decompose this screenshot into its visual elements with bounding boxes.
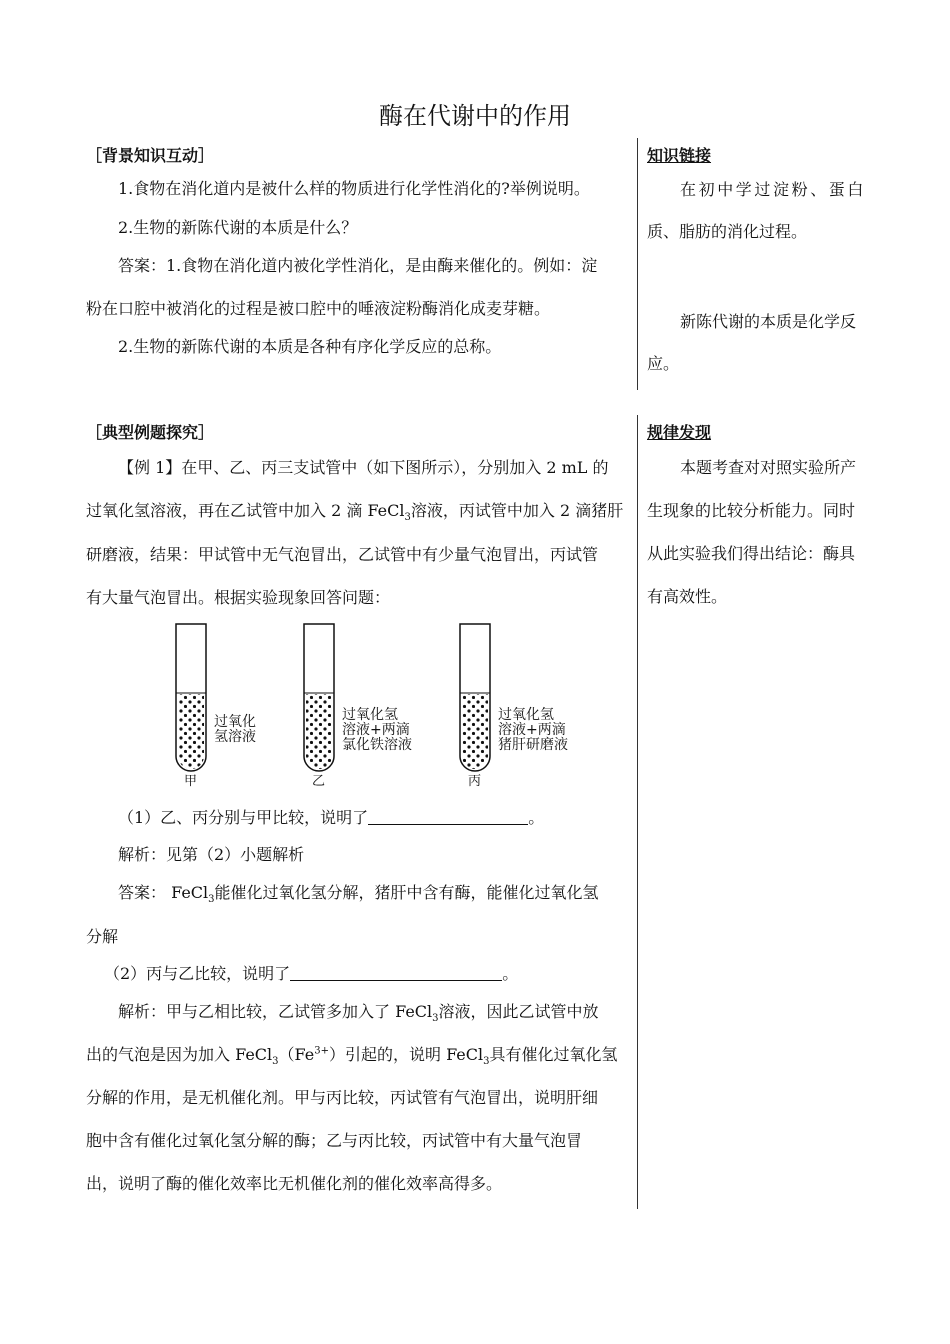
sub-1-analysis: 解析：见第（2）小题解析 <box>118 845 305 864</box>
sidebar-text: 质、脂肪的消化过程。 <box>647 222 808 241</box>
example-text: 过氧化氢溶液，再在乙试管中加入 2 滴 FeCl$_3$溶液，丙试管中加入 2 滴猪肝 <box>86 501 624 524</box>
analysis-text: 分解的作用，是无机催化剂。甲与丙比较，丙试管有气泡冒出，说明肝细 <box>86 1088 599 1107</box>
question-1: 1.食物在消化道内是被什么样的物质进行化学性消化的?举例说明。 <box>118 179 590 198</box>
column-divider-1 <box>637 138 638 390</box>
page-title: 酶在代谢中的作用 <box>379 102 571 130</box>
sidebar-text: 本题考查对对照实验所产 <box>680 458 857 477</box>
column-divider-2 <box>637 415 638 1209</box>
sub-question-1: （1）乙、丙分别与甲比较，说明了 。 <box>118 808 545 827</box>
sidebar-text: 新陈代谢的本质是化学反 <box>680 312 857 331</box>
test-tubes-figure <box>160 618 600 790</box>
sub-1-answer-cont: 分解 <box>86 927 119 946</box>
tube-bing-label: 过氧化氢 溶液+两滴 猪肝研磨液 <box>498 707 568 753</box>
analysis-text: 解析：甲与乙相比较，乙试管多加入了 FeCl$_3$溶液，因此乙试管中放 <box>118 1002 599 1025</box>
sidebar-heading-rule-discovery: 规律发现 <box>647 423 712 442</box>
sidebar-text: 在初中学过淀粉、蛋白 <box>680 180 867 199</box>
sidebar-text: 应。 <box>647 354 680 373</box>
tube-jia-name: 甲 <box>184 774 198 789</box>
example-text: 有大量气泡冒出。根据实验现象回答问题： <box>86 588 391 607</box>
tube-jia-label: 过氧化 氢溶液 <box>214 714 256 745</box>
test-tube-yi <box>304 624 334 771</box>
sidebar-text: 生现象的比较分析能力。同时 <box>647 501 856 520</box>
section-heading-background: ［背景知识互动］ <box>86 146 215 165</box>
sub-question-2: （2）丙与乙比较，说明了 。 <box>104 964 519 983</box>
section-heading-examples: ［典型例题探究］ <box>86 423 215 442</box>
analysis-text: 出的气泡是因为加入 $FeCl_3(Fe^{3+})$引起的，说明 FeCl$_3$具有催化过氧化氢 <box>86 1045 618 1068</box>
analysis-text: 胞中含有催化过氧化氢分解的酶；乙与丙比较，丙试管中有大量气泡冒 <box>86 1131 583 1150</box>
example-text: 研磨液，结果：甲试管中无气泡冒出，乙试管中有少量气泡冒出，丙试管 <box>86 545 599 564</box>
analysis-text: 出，说明了酶的催化效率比无机催化剂的催化效率高得多。 <box>86 1174 503 1193</box>
test-tube-jia <box>176 624 206 771</box>
sidebar-text: 从此实验我们得出结论：酶具 <box>647 544 856 563</box>
sidebar-heading-knowledge-link: 知识链接 <box>647 146 712 165</box>
example-text: 【例 1】在甲、乙、丙三支试管中（如下图所示），分别加入 2 mL 的 <box>118 458 609 477</box>
answer-1-line-1: 答案：1.食物在消化道内被化学性消化，是由酶来催化的。例如：淀 <box>118 256 598 275</box>
answer-1-line-2: 粉在口腔中被消化的过程是被口腔中的唾液淀粉酶消化成麦芽糖。 <box>86 299 551 318</box>
answer-2: 2.生物的新陈代谢的本质是各种有序化学反应的总称。 <box>118 337 502 356</box>
tube-yi-label: 过氧化氢 溶液+两滴 氯化铁溶液 <box>342 707 412 753</box>
sub-1-answer: 答案： FeCl$_3$能催化过氧化氢分解，猪肝中含有酶，能催化过氧化氢 <box>118 883 599 906</box>
answer-blank-2 <box>290 964 502 981</box>
answer-blank-1 <box>368 808 528 825</box>
tube-yi-name: 乙 <box>312 774 326 789</box>
question-2: 2.生物的新陈代谢的本质是什么？ <box>118 218 358 237</box>
sidebar-text: 有高效性。 <box>647 587 728 606</box>
test-tube-bing <box>460 624 490 771</box>
tube-bing-name: 丙 <box>468 774 482 789</box>
